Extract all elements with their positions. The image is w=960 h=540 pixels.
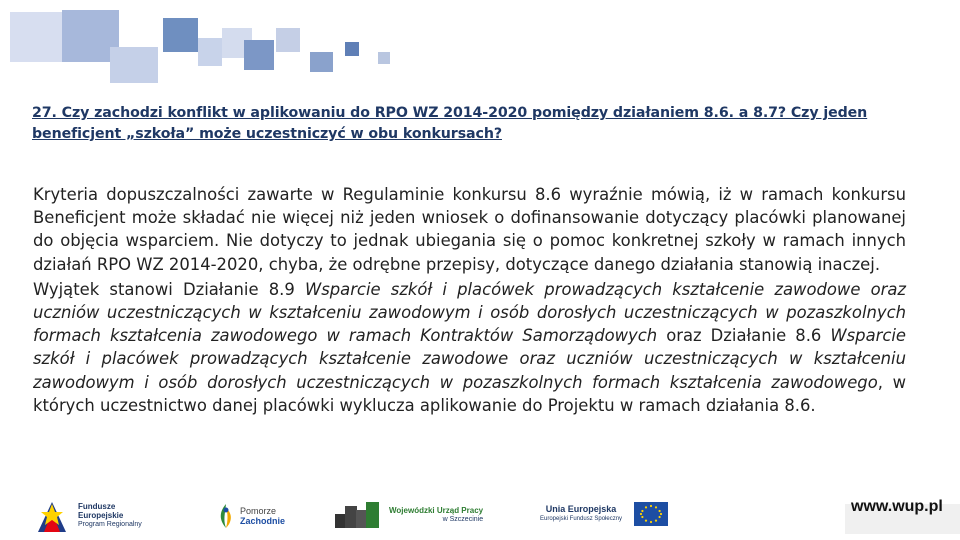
pomorze-flame-icon <box>215 502 237 530</box>
logo-footer <box>0 492 960 540</box>
decor-square <box>310 52 333 72</box>
question-heading: 27. Czy zachodzi konflikt w aplikowaniu do RPO WZ 2014-2020 pomiędzy działaniem 8.6. a 8.7? Czy jeden beneficjent „szkoła” może uczestniczyć w obu konkursach? <box>32 105 868 142</box>
logo-fundusze-europejskie <box>32 498 142 534</box>
logo-text: Europejskie <box>78 511 124 520</box>
p2-text: oraz Działanie 8.6 <box>657 326 831 346</box>
wup-blocks-icon <box>335 500 381 530</box>
logo-text: Pomorze <box>240 506 277 516</box>
answer-paragraph-2 <box>33 278 906 417</box>
logo-text: Europejski Fundusz Społeczny <box>540 516 623 522</box>
logo-text: w Szczecinie <box>442 515 484 523</box>
p2-italic-title: Wsparcie szkół i placówek prowadzących kształcenie zawodowe oraz uczniów uczestniczących w kształceniu zawodowym i osób dorosłych uczestniczących w pozaszkolnych formach kształcenia zawodowego w ramach Kontraktów Samorządowych <box>33 279 907 346</box>
decor-square <box>276 28 300 52</box>
decor-square <box>198 38 222 66</box>
website-box <box>845 498 960 534</box>
decor-square <box>110 47 158 83</box>
decor-square <box>244 40 274 70</box>
p2-text: Wyjątek stanowi Działanie 8.9 <box>33 279 305 299</box>
decor-square <box>378 52 390 64</box>
fe-star-icon <box>32 498 72 534</box>
decor-square <box>10 12 62 62</box>
answer-body <box>33 183 906 417</box>
logo-text: Wojewódzki Urząd Pracy <box>389 505 484 515</box>
logo-unia-europejska-efs <box>540 502 668 526</box>
logo-text: Fundusze <box>78 502 116 511</box>
p2-italic-title: Wsparcie szkół i placówek prowadzących kształcenie zawodowe oraz uczniów uczestniczących w kształceniu zawodowym i osób dorosłych uczestniczących w pozaszkolnych formach kształcenia zawodowego <box>33 326 907 392</box>
logo-wup-szczecin <box>335 500 483 530</box>
logo-text: Zachodnie <box>240 516 286 526</box>
logo-text: Unia Europejska <box>545 504 617 514</box>
p2-text: , w których uczestnictwo danej placówki wyklucza aplikowanie do Projektu w ramach działania 8.6. <box>33 372 906 415</box>
decor-square <box>345 42 359 56</box>
logo-pomorze-zachodnie <box>215 502 285 530</box>
logo-text: Program Regionalny <box>78 521 142 528</box>
website-link[interactable]: www.wup.pl <box>851 498 943 515</box>
decorative-squares <box>0 0 400 80</box>
eu-flag-icon <box>634 502 668 526</box>
answer-paragraph-1: Kryteria dopuszczalności zawarte w Regulaminie konkursu 8.6 wyraźnie mówią, iż w ramach konkursu Beneficjent może składać nie więcej niż jeden wniosek o dofinansowanie dotyczący placówki planowanej do objęcia wsparciem. Nie dotyczy to jednak ubiegania się o pomoc konkretnej szkoły w ramach innych działań RPO WZ 2014-2020, chyba, że odrębne przepisy, dotyczące danego działania stanowią inaczej. <box>33 185 906 274</box>
decor-square <box>163 18 198 52</box>
